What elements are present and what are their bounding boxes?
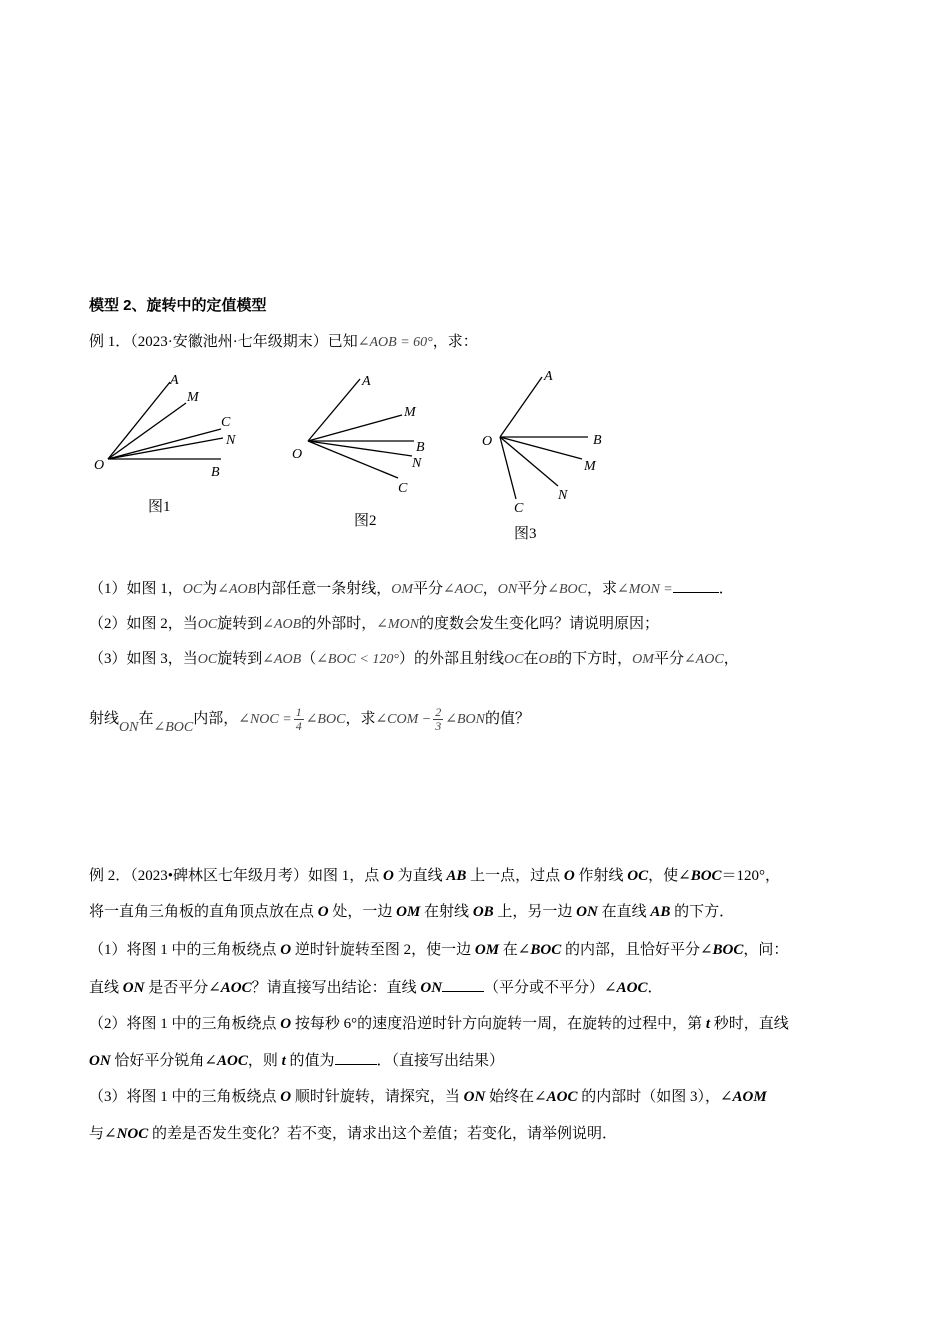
label-B: B <box>211 465 220 480</box>
ray-OM <box>308 415 402 441</box>
answer-blank[interactable] <box>335 1050 377 1065</box>
label-N: N <box>412 456 422 471</box>
label-A: A <box>170 373 179 388</box>
example1-question-1: （1）如图 1，OC为∠AOB内部任意一条射线，OM平分∠AOC，ON平分∠BOC，求∠MON = ． <box>89 578 734 600</box>
example1-question-3: （3）如图 3，当OC旋转到∠AOB（∠BOC < 120°）的外部且射线OC在OB的下方时，OM平分∠AOC， <box>89 651 739 667</box>
example1-question-3-line-2: 射线ON在∠BOC内部，∠NOC = $\frac{1}{4}$ ∠BOC，求∠COM − $\frac{2}{3}$ ∠BON的值？ <box>89 705 530 735</box>
example2-question-2-line-2: ON 恰好平分锐角∠AOC，则 t 的值为 ．（直接写出结果） <box>89 1050 504 1071</box>
ray-OA <box>500 377 542 437</box>
example2-question-1-line-2: 直线 ON 是否平分∠AOC？请直接写出结论：直线 ON （平分或不平分）∠AOC． <box>89 977 662 998</box>
fraction-one-quarter: $\frac{1}{4}$ <box>295 705 302 733</box>
label-C: C <box>514 501 524 516</box>
label-M: M <box>187 390 199 405</box>
figure-1-caption: 图1 <box>148 499 171 515</box>
ray-OC <box>308 441 398 478</box>
figure-2 <box>290 365 440 535</box>
figure-3 <box>478 362 618 547</box>
label-C: C <box>221 415 231 430</box>
figure-2-caption: 图2 <box>354 513 377 529</box>
label-C: C <box>398 481 408 496</box>
label-M: M <box>404 405 416 420</box>
ray-OC <box>108 429 221 459</box>
ray-OC <box>500 437 516 499</box>
example2-intro-line-1: 例 2．（2023•碑林区七年级月考）如图 1，点 O 为直线 AB 上一点，过点 O 作射线 OC，使∠BOC＝120°， <box>89 868 781 884</box>
label-A: A <box>362 374 371 389</box>
figure-3-caption: 图3 <box>514 526 537 542</box>
label-N: N <box>558 488 568 503</box>
label-A: A <box>544 369 553 384</box>
ray-ON <box>108 438 223 459</box>
example2-intro-line-2: 将一直角三角板的直角顶点放在点 O 处，一边 OM 在射线 OB 上，另一边 ON 在直线 AB 的下方． <box>89 904 735 920</box>
answer-blank[interactable] <box>442 977 484 992</box>
ray-OA <box>308 379 360 441</box>
label-B: B <box>416 440 425 455</box>
example2-question-3: （3）将图 1 中的三角板绕点 O 顺时针旋转，请探究，当 ON 始终在∠AOC 的内部时（如图 3），∠AOM <box>89 1089 767 1105</box>
answer-blank[interactable] <box>673 578 719 593</box>
example1-question-2: （2）如图 2，当OC旋转到∠AOB的外部时，∠MON的度数会发生变化吗？请说明原因； <box>89 616 660 632</box>
label-M: M <box>584 459 596 474</box>
fraction-two-thirds: $\frac{2}{3}$ <box>435 705 442 733</box>
section-title: 模型 2、旋转中的定值模型 <box>89 297 267 314</box>
example1-intro: 例 1．（2023·安徽池州·七年级期末）已知∠AOB = 60°，求： <box>89 334 478 350</box>
label-O: O <box>292 447 303 462</box>
example2-question-1: （1）将图 1 中的三角板绕点 O 逆时针旋转至图 2，使一边 OM 在∠BOC 的内部，且恰好平分∠BOC，问： <box>89 942 789 958</box>
label-O: O <box>482 434 493 449</box>
ray-ON <box>308 441 412 456</box>
label-N: N <box>226 433 236 448</box>
label-B: B <box>593 433 602 448</box>
figure-1 <box>90 365 250 515</box>
example2-question-2: （2）将图 1 中的三角板绕点 O 按每秒 6°的速度沿逆时针方向旋转一周，在旋转的过程中，第 t 秒时，直线 <box>89 1016 789 1032</box>
label-O: O <box>94 458 105 473</box>
example2-question-3-line-2: 与∠NOC 的差是否发生变化？若不变，请求出这个差值；若变化，请举例说明． <box>89 1126 618 1142</box>
